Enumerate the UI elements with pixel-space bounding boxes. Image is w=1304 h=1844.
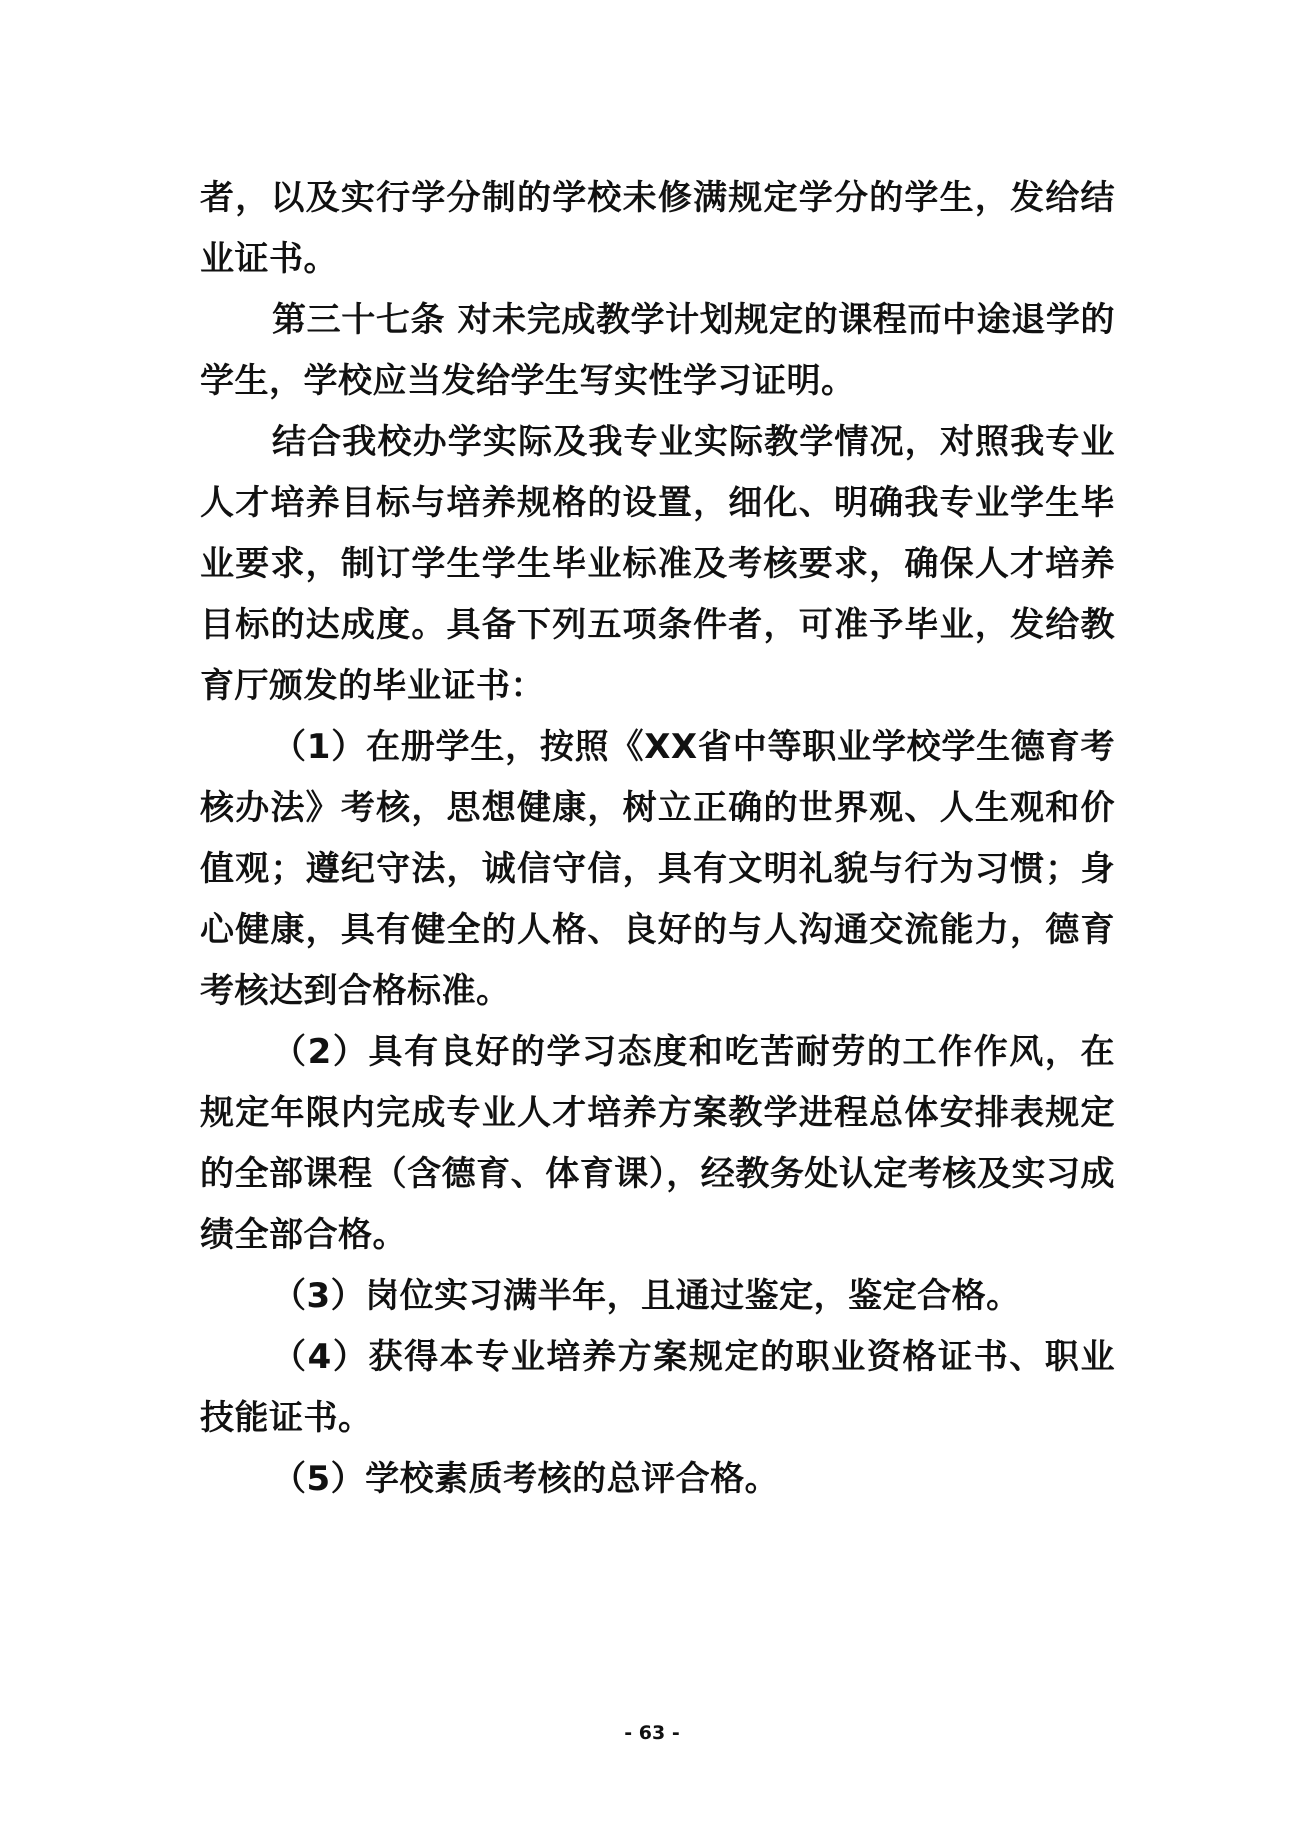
page-number: - 63 - — [624, 1722, 680, 1744]
paragraph-article-37: 第三十七条 对未完成教学计划规定的课程而中途退学的学生，学校应当发给学生写实性学习证明。 — [200, 300, 1115, 401]
body-text — [200, 168, 1115, 1510]
condition-item-3: （3）岗位实习满半年，且通过鉴定，鉴定合格。 — [272, 1276, 1021, 1316]
condition-item-4: （4）获得本专业培养方案规定的职业资格证书、职业技能证书。 — [200, 1337, 1115, 1438]
condition-item-1: （1）在册学生，按照《XX省中等职业学校学生德育考核办法》考核，思想健康，树立正确的世界观、人生观和价值观；遵纪守法，诚信守信，具有文明礼貌与行为习惯；身心健康，具有健全的人格、良好的与人沟通交流能力，德育考核达到合格标准。 — [200, 727, 1115, 1011]
paragraph-continuation: 者，以及实行学分制的学校未修满规定学分的学生，发给结业证书。 — [200, 178, 1115, 279]
paragraph-graduation-intro: 结合我校办学实际及我专业实际教学情况，对照我专业人才培养目标与培养规格的设置，细化、明确我专业学生毕业要求，制订学生学生毕业标准及考核要求，确保人才培养目标的达成度。具备下列五项条件者，可准予毕业，发给教育厅颁发的毕业证书： — [200, 422, 1115, 706]
condition-item-5: （5）学校素质考核的总评合格。 — [272, 1459, 780, 1499]
condition-item-2: （2）具有良好的学习态度和吃苦耐劳的工作作风，在规定年限内完成专业人才培养方案教学进程总体安排表规定的全部课程（含德育、体育课），经教务处认定考核及实习成绩全部合格。 — [200, 1032, 1115, 1255]
